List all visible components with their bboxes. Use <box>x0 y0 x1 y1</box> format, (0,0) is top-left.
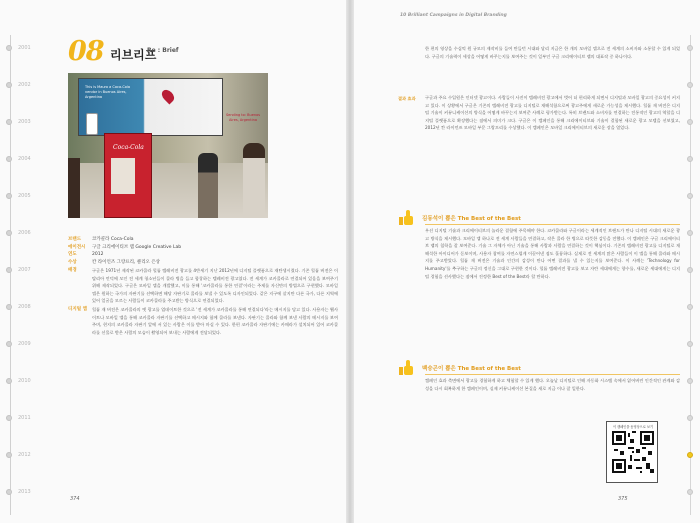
timeline-item <box>6 45 31 51</box>
info-key: 수상 <box>68 259 77 265</box>
timeline-year: 2010 <box>18 378 31 384</box>
right-timeline-dot-icon <box>687 156 693 162</box>
book-gutter <box>346 0 354 523</box>
timeline-dot-icon <box>6 452 12 458</box>
result-text: 구글과 주요 수입원은 인터넷 광고이다. 사람들이 사진이 텔레비전 광고에서 벗어 더 편리하게 되면서 디지털과 모바일 광고의 중요성이 커지고 있다. 이 상황에서 구글은 기존의 텔레비전 광고를 디지털로 재해석함으로써 광고주에게 새로운 가능성을 제시했다. 힐톱 재 버전은 디지털 기술이 커뮤니케이션의 방식을 어떻게 바꾸는지 보여준 사례로 평가받는다. 특히 브랜드와 소비자를 연결하는 전통적인 광고의 역할을 디지털 플랫폼으로 확장했다는 점에서 의미가 크다. 구글은 이 캠페인을 통해 크리에이티브와 기술이 결합된 새로운 광고 모델을 선보였고, 2012년 칸 라이언즈 모바일 부문 그랑프리를 수상했다. 이 캠페인은 모바일 크리에이티브의 새로운 장을 열었다. <box>425 95 680 131</box>
section-number: 08 <box>68 36 104 67</box>
timeline-year: 2004 <box>18 156 31 162</box>
vending-machine <box>104 133 152 218</box>
best2-divider <box>425 374 680 375</box>
right-timeline-dot-icon <box>687 230 693 236</box>
idea-key: 디지털 앱 <box>68 306 87 312</box>
vending-logo: Coca-Cola <box>113 144 144 151</box>
timeline-year: 2005 <box>18 193 31 199</box>
best2-text: 캠페인 효과 측면에서 광고를 경험하게 하고 체험할 수 있게 했다. 오늘날 디지털로 인해 자동화 시스템 속에서 잃어버린 인간적인 관계와 감성을 다시 회복하게 한 캠페인이며, 실제 커뮤니케이션 본질을 새로 지금 이나 잘 일한다. <box>425 378 680 391</box>
thumbs-up-icon <box>398 210 414 226</box>
qr-box[interactable] <box>606 421 658 483</box>
phone-icon <box>86 113 98 135</box>
timeline-year: 2009 <box>18 341 31 347</box>
idea-row <box>68 306 338 336</box>
info-row <box>68 236 338 244</box>
timeline-item <box>6 193 31 199</box>
timeline-dot-icon <box>6 267 12 273</box>
right-timeline-line <box>690 35 691 515</box>
timeline-year: 2012 <box>18 452 31 458</box>
right-timeline-dot-icon <box>687 378 693 384</box>
timeline-year: 2013 <box>18 489 31 495</box>
info-value: 코카콜라 Coca-Cola <box>92 237 134 242</box>
info-value: 2012 <box>92 252 104 257</box>
timeline-dot-icon <box>6 304 12 310</box>
info-table <box>68 236 338 336</box>
timeline-dot-icon <box>6 193 12 199</box>
person-figure <box>243 143 265 218</box>
timeline-dot-icon <box>6 489 12 495</box>
info-key: 에이전시 <box>68 244 86 250</box>
person-figure <box>68 158 80 218</box>
running-head: 10 Brilliant Campaigns in Digital Branding <box>400 13 507 18</box>
timeline-item <box>6 415 31 421</box>
qr-code-icon[interactable] <box>612 431 654 473</box>
timeline-item <box>6 452 31 458</box>
timeline-item <box>6 267 31 273</box>
vending-window <box>111 158 135 194</box>
timeline-year: 2003 <box>18 119 31 125</box>
right-timeline-dot-icon <box>687 452 693 458</box>
timeline-item <box>6 230 31 236</box>
best-title: 김동석이 뽑은 The Best of the Best <box>422 216 521 222</box>
timeline-year: 2006 <box>18 230 31 236</box>
timeline-year: 2007 <box>18 267 31 273</box>
timeline-item <box>6 119 31 125</box>
info-key: 연도 <box>68 252 77 257</box>
page-number-right: 375 <box>618 496 628 502</box>
right-timeline-dot-icon <box>687 119 693 125</box>
right-timeline-dot-icon <box>687 489 693 495</box>
person-figure <box>198 153 218 218</box>
page-number-left: 374 <box>70 496 80 502</box>
right-timeline-dot-icon <box>687 193 693 199</box>
idea-text: 힐톱 재 버전은 코카콜라의 옛 광고를 업데이트한 것으로 '전 세계가 코카콜라를 통해 연결되다'라는 메시지를 담고 있다. 사용자는 웹사이트나 모바일 앱을 통해 코카콜라 자판기를 선택하고 메시지와 함께 콜라를 보낸다. 자판기는 콜라와 함께 보낸 사람의 메시지를 보여주며, 현지의 코카콜라 자판기 앞에 서 있는 사람은 이를 받아 마실 수 있다. 한편 코카콜라 자판기에는 카메라가 설치되어 있어 코카콜라를 선물로 받은 사람의 모습이 촬영되어 보내는 사람에게 전달되었다. <box>92 306 338 335</box>
best-divider <box>425 224 680 225</box>
timeline-dot-icon <box>6 378 12 384</box>
right-timeline-dot-icon <box>687 341 693 347</box>
timeline-year: 2002 <box>18 82 31 88</box>
result-key: 결과 효과 <box>398 96 416 101</box>
right-timeline-dot-icon <box>687 304 693 310</box>
best-text: 우선 디지털 기술과 크리에이티브의 놀라운 결합에 주목해야 한다. 코카콜라와 구글이라는 세계적인 브랜드가 만나 디지털 시대의 새로운 광고 방식을 제시했다. 모바일 앱 하나로 전 세계 사람들을 연결하고, 작은 콜라 한 병으로 따뜻한 감동을 전했다. 이 캠페인은 구글 크리에이티브 랩의 철학을 잘 보여준다. 기술 그 자체가 아닌 기술을 통해 사람과 사람을 연결하는 것이 핵심이다. 기존의 텔레비전 광고를 디지털로 재해석한 아이디어가 돋보이며, 사용자 참여를 자연스럽게 이끌어낸 점도 훌륭하다. 실제로 전 세계의 많은 사람들이 이 앱을 통해 콜라와 메시지를 주고받았다. 힐톱 재 버전은 기술과 인간의 감성이 만나 어떤 결과를 낼 수 있는지를 보여준다. 이 사례는 'Technology for Humanity'를 추구하는 구글의 정신을 그대로 구현한 것이다. 힐톱 텔레비전 광고를 보고 자란 세대에게는 향수를, 새로운 세대에게는 디지털 경험을 선사했다는 점에서 진정한 Best of the Best라 할 만하다. <box>425 228 680 279</box>
right-timeline-dot-icon <box>687 45 693 51</box>
timeline-line <box>10 35 11 515</box>
timeline-item <box>6 156 31 162</box>
info-value: 구글 크리에이티브 랩 Google Creative Lab <box>92 244 182 250</box>
right-timeline-dot-icon <box>687 82 693 88</box>
timeline-year: 2011 <box>18 415 31 421</box>
timeline-dot-icon <box>6 119 12 125</box>
timeline-year: 2001 <box>18 45 31 51</box>
info-row <box>68 259 338 267</box>
qr-caption: 이 캠페인을 동영상으로 보기 <box>613 425 653 429</box>
timeline-item <box>6 82 31 88</box>
timeline-item <box>6 378 31 384</box>
timeline-item <box>6 489 31 495</box>
intro-text: 한 편의 영상을 수십억 원 규모의 제작비를 들여 만들던 시대와 달리 지금은 한 개의 모바일 앱으로 전 세계의 소비자와 소통할 수 있게 되었다. 구글의 기술력이 세상을 어떻게 바꾸는지를 보여주는 것이 일부인 구글 크리에이티브 랩의 대표작 중 하나이다. <box>425 46 680 59</box>
campaign-photo <box>68 73 268 218</box>
timeline-dot-icon <box>6 341 12 347</box>
photo-screen-caption: This is Mauro a Coca-Cola vendor in Buenos Aires, Argentina <box>85 85 131 99</box>
timeline-item <box>6 341 31 347</box>
thumbs-up-icon <box>398 360 414 376</box>
info-row <box>68 251 338 259</box>
right-timeline-dot-icon <box>687 267 693 273</box>
photo-screen <box>78 78 223 136</box>
timeline-dot-icon <box>6 156 12 162</box>
timeline-item <box>6 304 31 310</box>
info-row <box>68 244 338 252</box>
background-key: 배경 <box>68 268 77 273</box>
info-value: 칸 라이언즈 그랑프리, 클리오 은상 <box>92 259 161 265</box>
section-subtitle: Re : Brief <box>147 47 179 54</box>
best2-title: 백승곤이 뽑은 The Best of the Best <box>422 366 521 372</box>
right-timeline-dot-icon <box>687 415 693 421</box>
timeline-dot-icon <box>6 230 12 236</box>
background-text: 구글은 1971년 제작된 코카콜라 힐톱 텔레비전 광고를 4반세기 지난 2012년에 디지털 플랫폼으로 재탄생시켰다. 기존 힐톱 버전은 이탈리아 언덕에 모인 전 세계 청소년들이 콜라 병을 들고 합창하는 텔레비전 광고였다. 전 세계가 코카콜라로 연결되어 있음을 보여주기 위해 제작되었다. 구글은 모바일 앱을 개발했고, 이를 통해 '코카콜라를 통한 연결'이라는 주제를 자신만의 방법으로 구현했다. 모바일 앱은 원하는 국가의 자판기를 선택하면 해당 자판기로 콜라를 보낼 수 있도록 디자인되었다. 같은 지구에 살지만 다른 국가, 다른 지역에 있어 얼굴을 모르는 사람들이 코카콜라를 주고받는 방식으로 연결되었다. <box>92 268 338 304</box>
timeline-dot-icon <box>6 45 12 51</box>
info-key: 브랜드 <box>68 237 82 242</box>
section-title: 리브리프 <box>110 48 157 62</box>
background-row <box>68 267 338 305</box>
timeline-year: 2008 <box>18 304 31 310</box>
photo-sending-to: Sending to: Buenos Aires, Argentina <box>225 113 261 122</box>
timeline-dot-icon <box>6 415 12 421</box>
timeline-dot-icon <box>6 82 12 88</box>
